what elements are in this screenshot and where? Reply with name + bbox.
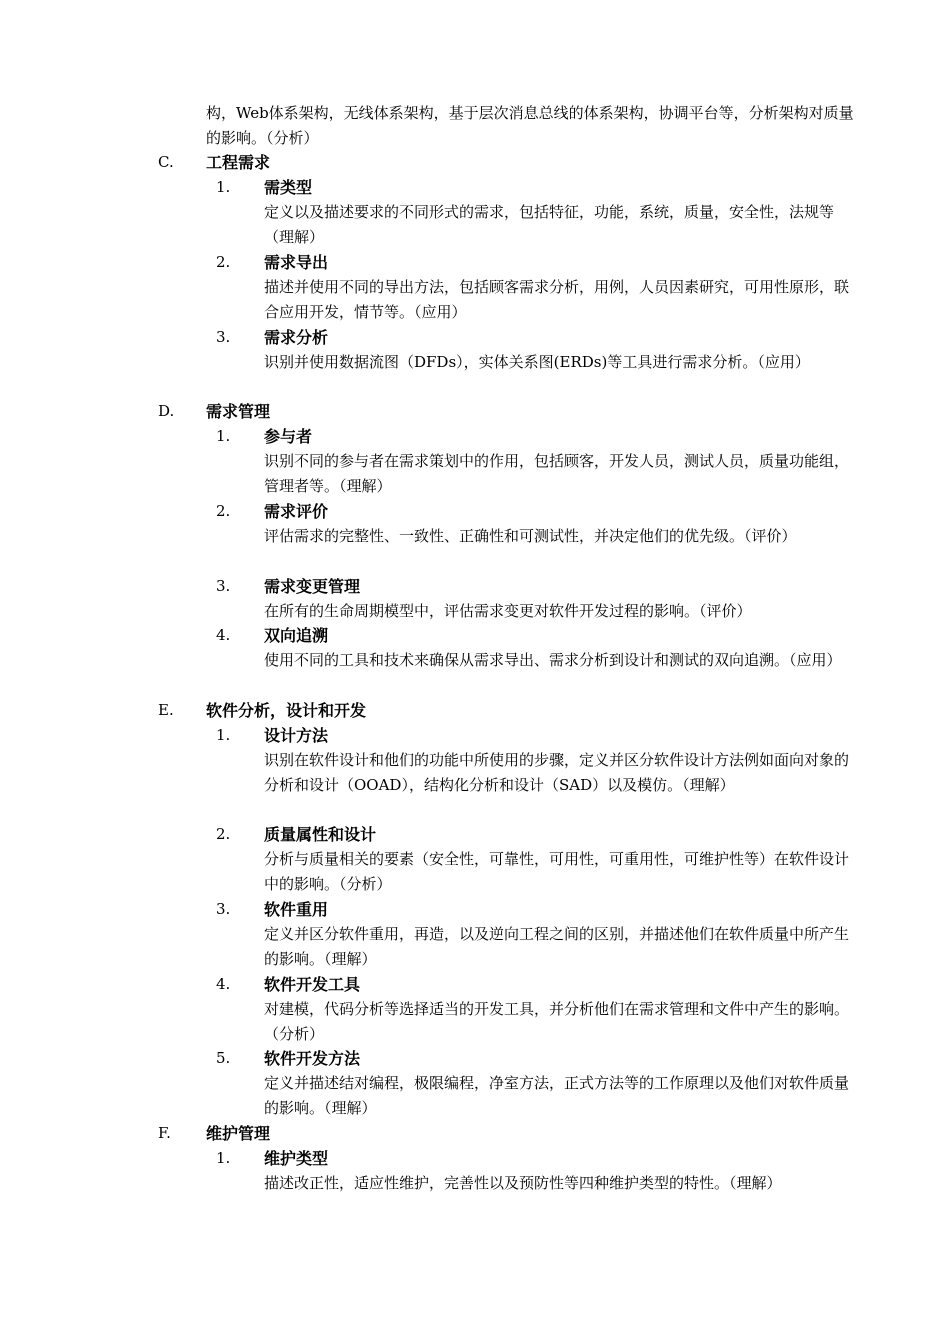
item-title: 需求分析	[264, 328, 329, 347]
section-letter: C.	[158, 153, 174, 171]
section-heading	[0, 399, 950, 424]
item-number: 1.	[216, 1149, 231, 1167]
item-description: 识别并使用数据流图（DFDs），实体关系图(ERDs)等工具进行需求分析。（应用）	[264, 353, 810, 371]
section-title: 维护管理	[206, 1124, 271, 1143]
item-number: 1.	[216, 726, 231, 744]
item-description: 在所有的生命周期模型中，评估需求变更对软件开发过程的影响。（评价）	[264, 602, 752, 620]
item-number: 1.	[216, 178, 231, 196]
continuation-paragraph: 构，Web体系架构，无线体系架构，基于层次消息总线的体系架构，协调平台等，分析架构对质量的影响。（分析）	[206, 104, 854, 147]
section-heading	[0, 698, 950, 723]
item-title: 需求变更管理	[264, 577, 361, 596]
section-letter: F.	[158, 1124, 171, 1142]
item-number: 4.	[216, 975, 231, 993]
item-number: 2.	[216, 502, 231, 520]
item-description: 描述改正性，适应性维护，完善性以及预防性等四种维护类型的特性。（理解）	[264, 1174, 782, 1192]
item-number: 1.	[216, 427, 231, 445]
section-letter: D.	[158, 402, 175, 420]
item-description: 描述并使用不同的导出方法，包括顾客需求分析，用例，人员因素研究，可用性原形，联合应用开发，情节等。（应用）	[264, 278, 850, 321]
section-title: 软件分析，设计和开发	[206, 701, 367, 720]
section-title: 需求管理	[206, 402, 271, 421]
item-number: 3.	[216, 577, 231, 595]
item-title: 软件重用	[264, 900, 329, 919]
item-description: 定义并区分软件重用，再造，以及逆向工程之间的区别，并描述他们在软件质量中所产生的影响。（理解）	[264, 925, 850, 968]
item-number: 2.	[216, 253, 231, 271]
item-description: 识别在软件设计和他们的功能中所使用的步骤，定义并区分软件设计方法例如面向对象的分析和设计（OOAD），结构化分析和设计（SAD）以及模仿。（理解）	[264, 751, 850, 794]
section-title: 工程需求	[206, 153, 271, 172]
item-number: 3.	[216, 328, 231, 346]
item-number: 5.	[216, 1049, 231, 1067]
item-description: 定义并描述结对编程，极限编程，净室方法，正式方法等的工作原理以及他们对软件质量的影响。（理解）	[264, 1074, 850, 1117]
item-title: 质量属性和设计	[264, 825, 377, 844]
item-description: 对建模，代码分析等选择适当的开发工具，并分析他们在需求管理和文件中产生的影响。（分析）	[264, 1000, 850, 1043]
item-title: 参与者	[264, 427, 313, 446]
item-number: 2.	[216, 825, 231, 843]
item-title: 需类型	[264, 178, 313, 197]
item-title: 需求导出	[264, 253, 329, 272]
item-number: 3.	[216, 900, 231, 918]
item-title: 设计方法	[264, 726, 329, 745]
item-description: 评估需求的完整性、一致性、正确性和可测试性，并决定他们的优先级。（评价）	[264, 527, 797, 545]
item-description: 识别不同的参与者在需求策划中的作用，包括顾客，开发人员，测试人员，质量功能组，管理者等。（理解）	[264, 452, 850, 495]
item-title: 维护类型	[264, 1149, 329, 1168]
item-description: 定义以及描述要求的不同形式的需求，包括特征，功能，系统，质量，安全性，法规等（理解）	[264, 203, 835, 246]
item-title: 需求评价	[264, 502, 329, 521]
item-title: 软件开发工具	[264, 975, 361, 994]
section-heading	[0, 150, 950, 175]
section-letter: E.	[158, 701, 174, 719]
item-title: 软件开发方法	[264, 1049, 361, 1068]
item-description: 分析与质量相关的要素（安全性，可靠性，可用性，可重用性，可维护性等）在软件设计中的影响。（分析）	[264, 850, 850, 893]
section-heading	[0, 1121, 950, 1146]
item-number: 4.	[216, 626, 231, 644]
item-title: 双向追溯	[264, 626, 329, 645]
item-description: 使用不同的工具和技术来确保从需求导出、需求分析到设计和测试的双向追溯。（应用）	[264, 651, 842, 669]
